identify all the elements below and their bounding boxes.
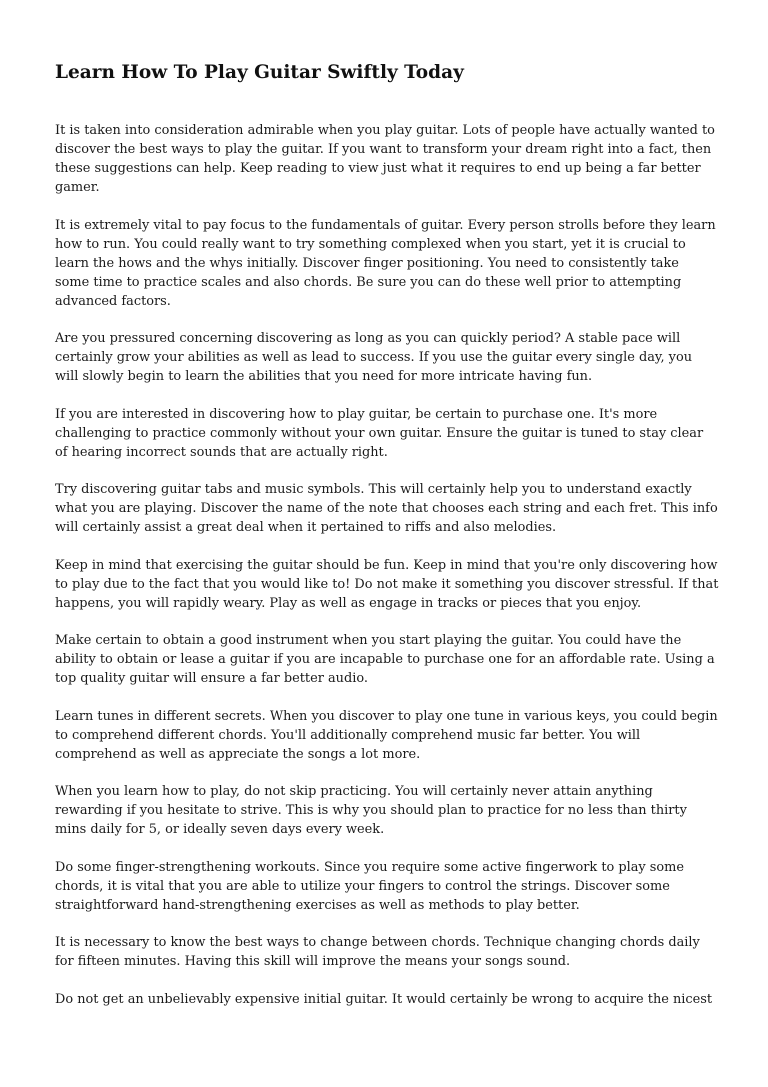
- paragraph-line: It is extremely vital to pay focus to the fundamentals of guitar. Every person strolls before they learn: [55, 217, 716, 233]
- paragraph-line: comprehend as well as appreciate the songs a lot more.: [55, 746, 421, 762]
- paragraph-line: It is taken into consideration admirable when you play guitar. Lots of people have actually wanted to: [55, 123, 715, 138]
- body-paragraph: [55, 216, 717, 311]
- paragraph-line: Are you pressured concerning discovering as long as you can quickly period? A stable pace will: [55, 331, 681, 346]
- paragraph-line: will certainly assist a great deal when it pertained to riffs and also melodies.: [55, 520, 557, 535]
- body-paragraph: [55, 631, 717, 688]
- paragraph-line: ability to obtain or lease a guitar if you are incapable to purchase one for an affordable rate. Using a: [55, 652, 715, 667]
- body-paragraph: [55, 990, 717, 1009]
- paragraph-line: Do not get an unbelievably expensive initial guitar. It would certainly be wrong to acquire the nicest: [55, 991, 713, 1007]
- document-title: Learn How To Play Guitar Swiftly Today: [55, 62, 464, 83]
- paragraph-line: chords, it is vital that you are able to utilize your fingers to control the strings. Discover some: [55, 878, 670, 894]
- paragraph-line: some time to practice scales and also chords. Be sure you can do these well prior to attempting: [55, 274, 682, 290]
- paragraph-line: Try discovering guitar tabs and music symbols. This will certainly help you to understand exactly: [55, 482, 692, 497]
- body-paragraph: [55, 707, 717, 764]
- body-paragraph: [55, 556, 717, 613]
- paragraph-line: learn the hows and the whys initially. Discover finger positioning. You need to consistently take: [55, 255, 679, 271]
- document-body: [55, 121, 717, 1027]
- paragraph-line: to comprehend different chords. You'll additionally comprehend music far better. You will: [55, 727, 641, 743]
- body-paragraph: [55, 329, 717, 386]
- body-paragraph: [55, 782, 717, 839]
- paragraph-line: Do some finger-strengthening workouts. Since you require some active fingerwork to play some: [55, 859, 685, 875]
- paragraph-line: will slowly begin to learn the abilities that you need for more intricate having fun.: [55, 369, 593, 384]
- paragraph-line: what you are playing. Discover the name of the note that chooses each string and each fret. This info: [55, 501, 718, 516]
- paragraph-line: Keep in mind that exercising the guitar should be fun. Keep in mind that you're only discovering how: [55, 557, 718, 573]
- paragraph-line: gamer.: [55, 180, 100, 195]
- paragraph-line: certainly grow your abilities as well as lead to success. If you use the guitar every single day, you: [55, 350, 693, 365]
- paragraph-line: When you learn how to play, do not skip practicing. You will certainly never attain anything: [55, 784, 653, 799]
- paragraph-line: If you are interested in discovering how to play guitar, be certain to purchase one. It's more: [55, 406, 658, 422]
- paragraph-line: Learn tunes in different secrets. When you discover to play one tune in various keys, you could begin: [55, 708, 718, 724]
- paragraph-line: to play due to the fact that you would like to! Do not make it something you discover stressful. If that: [55, 576, 719, 592]
- body-paragraph: [55, 121, 717, 197]
- paragraph-line: rewarding if you hesitate to strive. This is why you should plan to practice for no less than thirty: [55, 803, 687, 818]
- paragraph-line: top quality guitar will ensure a far better audio.: [55, 671, 368, 686]
- paragraph-line: It is necessary to know the best ways to change between chords. Technique changing chords daily: [55, 935, 700, 950]
- paragraph-line: challenging to practice commonly without your own guitar. Ensure the guitar is tuned to stay clear: [55, 425, 704, 441]
- paragraph-line: these suggestions can help. Keep reading to view just what it requires to end up being a far better: [55, 161, 701, 176]
- body-paragraph: [55, 933, 717, 971]
- paragraph-line: how to run. You could really want to try something complexed when you start, yet it is crucial to: [55, 236, 686, 252]
- body-paragraph: [55, 858, 717, 915]
- paragraph-line: advanced factors.: [55, 293, 171, 309]
- paragraph-line: for fifteen minutes. Having this skill will improve the means your songs sound.: [55, 954, 571, 969]
- paragraph-line: of hearing incorrect sounds that are actually right.: [55, 444, 388, 460]
- body-paragraph: [55, 405, 717, 462]
- paragraph-line: Make certain to obtain a good instrument when you start playing the guitar. You could have the: [55, 633, 682, 648]
- paragraph-line: straightforward hand-strengthening exercises as well as methods to play better.: [55, 897, 580, 913]
- body-paragraph: [55, 480, 717, 537]
- paragraph-line: discover the best ways to play the guitar. If you want to transform your dream right into a fact, then: [55, 142, 712, 157]
- paragraph-line: mins daily for 5, or ideally seven days every week.: [55, 822, 385, 837]
- paragraph-line: happens, you will rapidly weary. Play as well as engage in tracks or pieces that you enjoy.: [55, 595, 642, 611]
